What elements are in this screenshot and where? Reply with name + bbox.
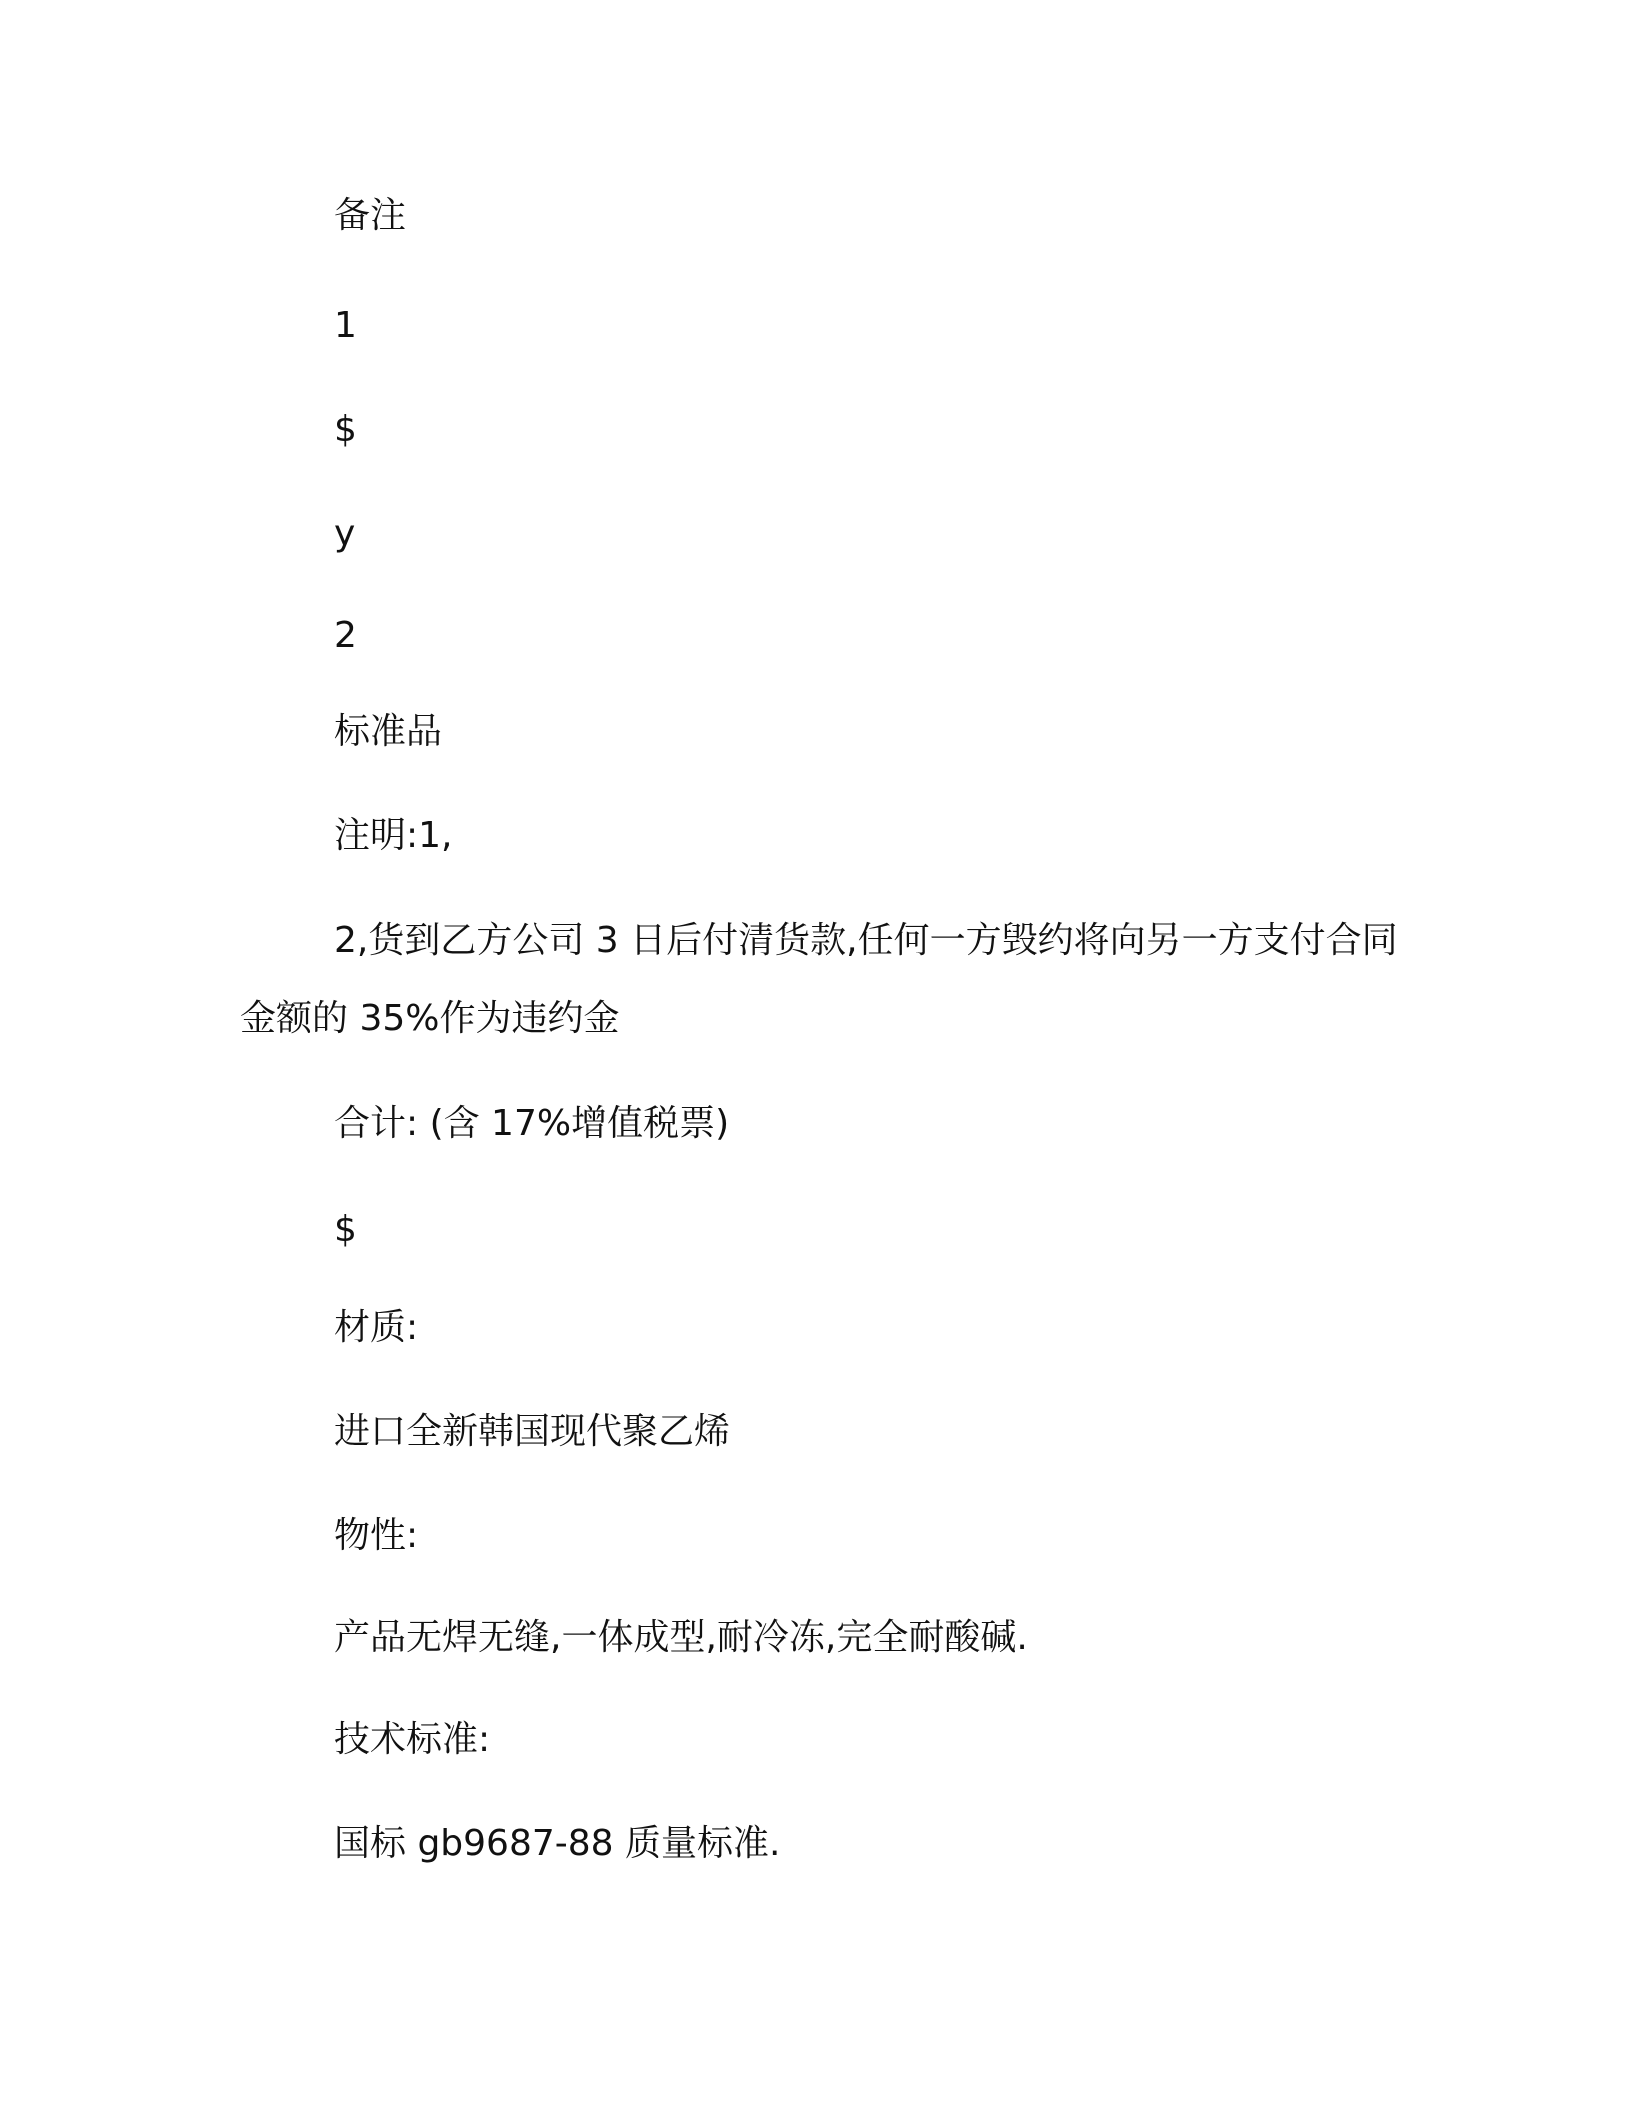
tech-standard-value: 国标 gb9687-88 质量标准.: [334, 1823, 781, 1864]
dollar-sign-line: $: [334, 409, 357, 450]
properties-label: 物性:: [334, 1515, 419, 1556]
line-1: 1: [334, 305, 357, 346]
standard-product: 标准品: [334, 711, 443, 752]
remarks-heading: 备注: [334, 195, 407, 236]
material-value: 进口全新韩国现代聚乙烯: [334, 1411, 731, 1452]
payment-terms-paragraph: 2,货到乙方公司 3 日后付清货款,任何一方毁约将向另一方支付合同金额的 35%作为违约金: [240, 920, 1398, 1039]
line-y: y: [334, 513, 356, 554]
line-2: 2: [334, 615, 357, 656]
total-with-vat: 合计: (含 17%增值税票): [334, 1103, 730, 1144]
total-dollar-sign: $: [334, 1209, 357, 1250]
tech-standard-label: 技术标准:: [334, 1719, 491, 1760]
note-label: 注明:1,: [334, 815, 453, 856]
properties-value: 产品无焊无缝,一体成型,耐冷冻,完全耐酸碱.: [334, 1617, 1028, 1658]
material-label: 材质:: [334, 1307, 419, 1348]
